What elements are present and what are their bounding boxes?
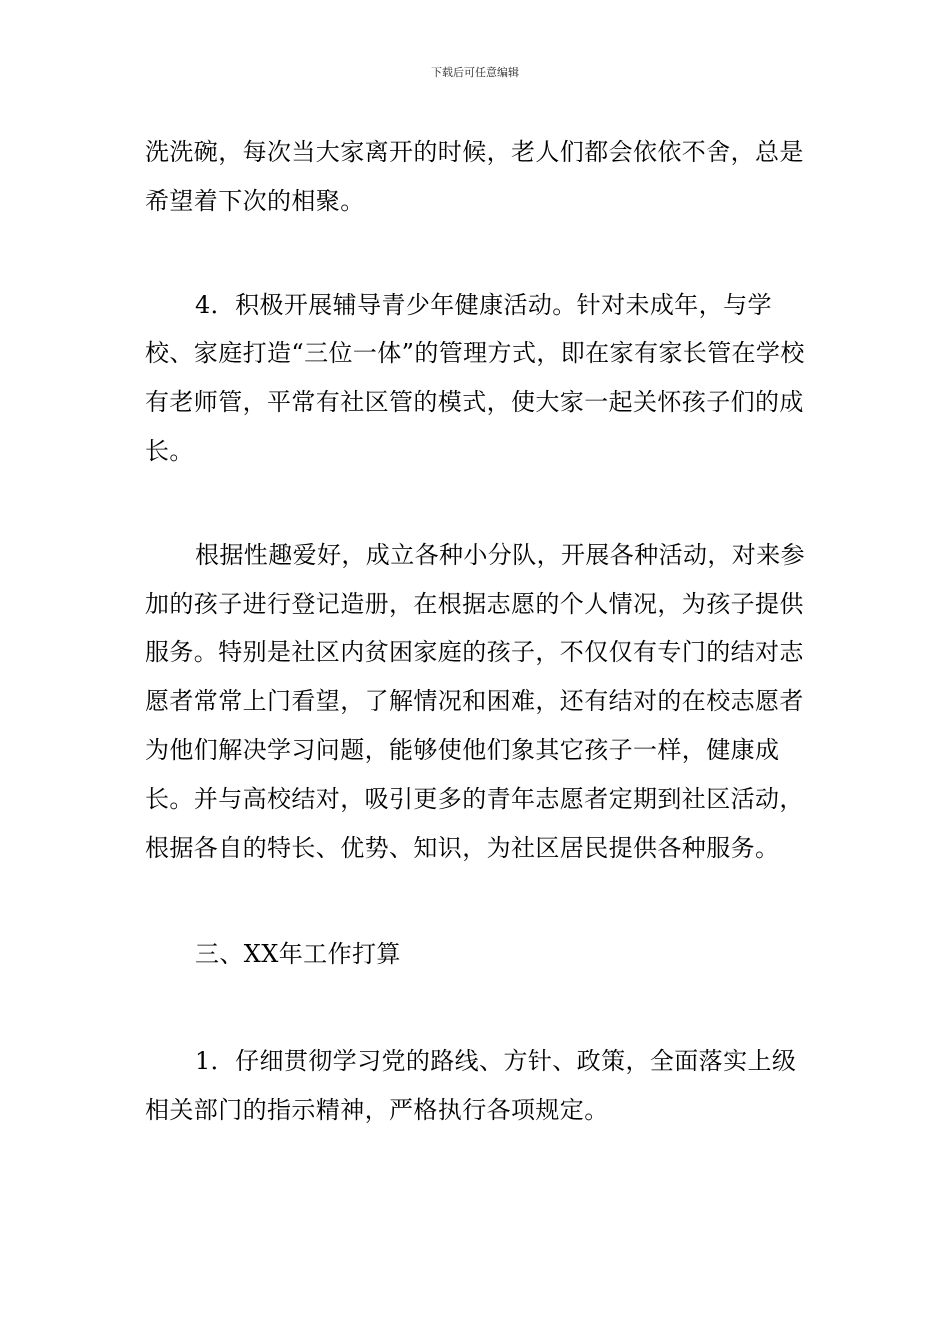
paragraph-interest-groups: 根据性趣爱好，成立各种小分队，开展各种活动，对来参加的孩子进行登记造册，在根据志愿的个人情况，为孩子提供服务。特别是社区内贫困家庭的孩子，不仅仅有专门的结对志愿者常常上门看望，了解情况和困难，还有结对的在校志愿者为他们解决学习问题，能够使他们象其它孩子一样，健康成长。并与高校结对，吸引更多的青年志愿者定期到社区活动，根据各自的特长、优势、知识，为社区居民提供各种服务。: [145, 540, 805, 862]
paragraph-plan-item-1: 1．仔细贯彻学习党的路线、方针、政策，全面落实上级相关部门的指示精神，严格执行各项规定。: [145, 1047, 797, 1124]
document-body: [145, 128, 810, 1135]
paragraph-youth-activities: 4．积极开展辅导青少年健康活动。针对未成年，与学校、家庭打造“三位一体”的管理方式，即在家有家长管在学校有老师管，平常有社区管的模式，使大家一起关怀孩子们的成长。: [145, 290, 805, 465]
page-header: 下载后可任意编辑: [431, 66, 519, 79]
paragraph-continuation: 洗洗碗，每次当大家离开的时候，老人们都会依依不舍，总是希望着下次的相聚。: [145, 138, 804, 215]
section-heading: 三、XX年工作打算: [195, 940, 401, 969]
